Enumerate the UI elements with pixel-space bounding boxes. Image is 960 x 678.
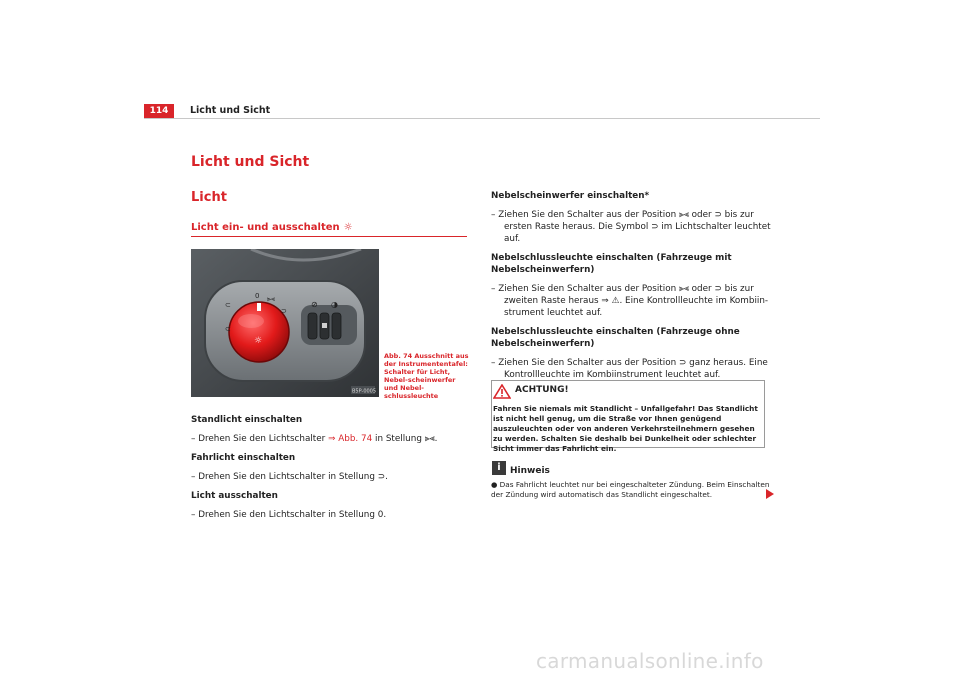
headlight-heading: Fahrlicht einschalten (191, 453, 296, 463)
svg-text:⊂: ⊂ (225, 325, 231, 333)
rear-fog-with-step: – Ziehen Sie den Schalter aus der Position ⫸⫷ oder ⊃ bis zur zweiten Raste heraus ⇒ ⚠. Eine Kontrollleuchte im Kombiin-strument leuchtet auf. (491, 284, 769, 318)
fog-light-step: – Ziehen Sie den Schalter aus der Position ⫸⫷ oder ⊃ bis zur ersten Raste heraus. Die Symbol ⊃ im Lichtschalter leuchtet auf. (491, 210, 771, 244)
lights-off-step: – Drehen Sie den Lichtschalter in Stellung 0. (191, 510, 387, 520)
figure-reference-link[interactable]: ⇒ Abb. 74 (328, 434, 373, 444)
subsection-title-text: Licht ein- und ausschalten (191, 222, 340, 233)
rear-fog-with-heading: Nebelschlussleuchte einschalten (Fahrzeuge mit Nebelscheinwerfern) (491, 253, 732, 275)
note-text: ● Das Fahrlicht leuchtet nur bei eingeschalteter Zündung. Beim Einschalten der Zündung wird automatisch das Standlicht eingeschaltet. (491, 480, 770, 499)
figure-code: B5P-0005 (352, 388, 377, 395)
header-divider (144, 118, 820, 119)
parking-light-heading: Standlicht einschalten (191, 415, 303, 425)
svg-text:⊂: ⊂ (225, 301, 231, 309)
figure-caption: Abb. 74 Ausschnitt aus der Instrumententafel: Schalter für Licht, Nebel-scheinwerfer und Nebel-schlussleuchte (384, 352, 469, 400)
fog-light-heading: Nebelscheinwerfer einschalten* (491, 191, 650, 201)
light-sun-icon: ☼ (343, 222, 353, 233)
svg-text:⊘: ⊘ (311, 300, 318, 309)
subsection-divider (191, 236, 467, 237)
watermark: carmanualsonline.info (536, 649, 764, 673)
svg-text:⊃: ⊃ (281, 307, 287, 315)
light-switch-figure (191, 249, 379, 397)
running-title: Licht und Sicht (190, 105, 271, 116)
lights-off-heading: Licht ausschalten (191, 491, 278, 501)
subsection-title (191, 222, 353, 233)
section-title: Licht (191, 190, 227, 205)
rear-fog-without-heading: Nebelschlussleuchte einschalten (Fahrzeuge ohne Nebelscheinwerfern) (491, 327, 740, 349)
chapter-title: Licht und Sicht (191, 154, 310, 170)
svg-text:0: 0 (255, 292, 260, 300)
warning-title-text: ACHTUNG! (515, 385, 569, 395)
rear-fog-without-step: – Ziehen Sie den Schalter aus der Position ⊃ ganz heraus. Eine Kontrollleuchte im Kombiinstrument leuchtet auf. (491, 358, 768, 380)
svg-text:⫸⫷: ⫸⫷ (267, 295, 275, 303)
note-title: Hinweis (510, 466, 550, 476)
parking-light-step-pre: – Drehen Sie den Lichtschalter (191, 434, 329, 444)
svg-text:☼: ☼ (254, 336, 263, 346)
parking-light-step-post: in Stellung ⫸⫷. (372, 434, 438, 444)
page-header (144, 104, 820, 119)
page-number: 114 (144, 104, 174, 119)
warning-title (493, 385, 569, 395)
svg-text:◑: ◑ (331, 300, 338, 309)
next-page-arrow-icon[interactable] (766, 489, 774, 499)
headlight-step: – Drehen Sie den Lichtschalter in Stellung ⊃. (191, 472, 388, 482)
right-column (491, 190, 773, 381)
left-column (191, 414, 471, 521)
note-info-icon: i (492, 461, 506, 475)
parking-light-step (191, 433, 471, 445)
warning-text: Fahren Sie niemals mit Standlicht – Unfallgefahr! Das Standlicht ist nicht hell genug, um die Straße vor Ihnen genügend auszuleuchten oder von anderen Verkehrsteilnehmern gesehen zu werden. Schalten Sie deshalb bei Dunkelheit oder schlechter Sicht immer das Fahrlicht ein. (493, 404, 758, 453)
